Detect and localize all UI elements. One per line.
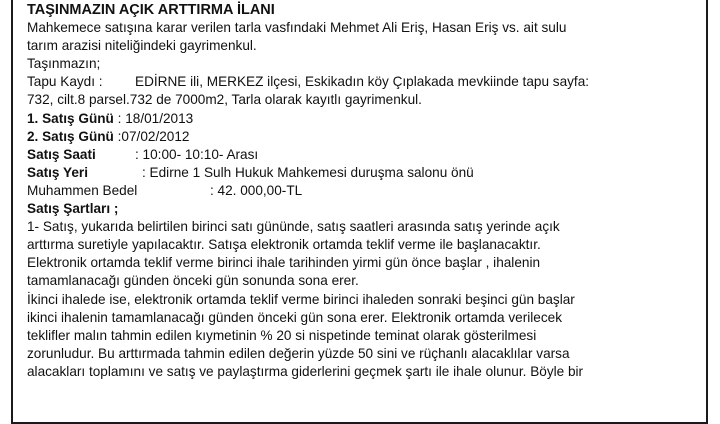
condition-line-9: alacakları toplamını ve satış ve paylaştırma giderlerini geçmek şartı ile ihale olunur. Böyle bir	[27, 363, 584, 379]
condition-line-8: zorunludur. Bu arttırmada tahmin edilen değerin yüzde 50 sini ve rüçhanlı alacaklılar varsa	[27, 345, 570, 361]
satis-yeri-row	[27, 164, 708, 182]
intro-line-2: tarım arazisi niteliğindeki gayrimenkul.	[27, 38, 257, 54]
condition-line-6: ikinci ihalenin tamamlanacağı günden önceki gün sona erer. Elektronik ortamda verilecek	[27, 309, 562, 325]
tapu-label: Tapu Kaydı :	[27, 74, 103, 90]
satis-2-value: :07/02/2012	[113, 128, 190, 144]
condition-line-2: arttırma suretiyle yapılacaktır. Satışa elektronik ortamda teklif verme ile başlanacaktır.	[27, 237, 541, 253]
satis-saati-label: Satış Saati	[27, 146, 96, 162]
satis-yeri-value: : Edirne 1 Sulh Hukuk Mahkemesi duruşma salonu önü	[142, 164, 474, 180]
satis-1-label: 1. Satış Günü	[27, 110, 114, 126]
tapu-value: EDİRNE ili, MERKEZ ilçesi, Eskikadın köy Çıplakada mevkiinde tapu sayfa:	[135, 74, 590, 90]
tapu-continuation: 732, cilt.8 parsel.732 de 7000m2, Tarla olarak kayıtlı gayrimenkul.	[27, 92, 422, 108]
muhammen-bedel-row	[27, 182, 708, 200]
condition-line-5: İkinci ihalede ise, elektronik ortamda teklif verme birinci ihaleden sonraki beşinci gün başlar	[27, 291, 575, 307]
satis-saati-row	[27, 146, 708, 164]
satis-sartlari-label: Satış Şartları ;	[27, 201, 119, 217]
satis-1-row	[27, 110, 708, 128]
notice-content	[27, 1, 708, 381]
satis-1-value: : 18/01/2013	[113, 110, 194, 126]
satis-saati-value: : 10:00- 10:10- Arası	[135, 146, 259, 162]
muhammen-bedel-value: : 42. 000,00-TL	[210, 182, 303, 198]
satis-yeri-label: Satış Yeri	[27, 164, 88, 180]
notice-title: TAŞINMAZIN AÇIK ARTTIRMA İLANI	[27, 2, 275, 18]
tapu-row	[27, 73, 708, 91]
muhammen-bedel-label: Muhammen Bedel	[27, 182, 138, 198]
condition-line-7: teklifler malın tahmin edilen kıymetinin % 20 si nispetinde teminat olarak gösterilmesi	[27, 327, 537, 343]
condition-line-4: tamamlanacağı günden önceki gün sonunda sona erer.	[27, 273, 359, 289]
notice-frame	[11, 0, 708, 424]
tasinmazin-label: Taşınmazın;	[27, 56, 101, 72]
intro-line-1: Mahkemece satışına karar verilen tarla vasfındaki Mehmet Ali Eriş, Hasan Eriş vs. ait sulu	[27, 20, 567, 36]
satis-2-label: 2. Satış Günü	[27, 128, 114, 144]
condition-line-3: Elektronik ortamda teklif verme birinci ihale tarihinden yirmi gün önce başlar , ihalenin	[27, 255, 541, 271]
satis-2-row	[27, 128, 708, 146]
condition-line-1: 1- Satış, yukarıda belirtilen birinci satı gününde, satış saatleri arasında satış yerinde açık	[27, 219, 560, 235]
